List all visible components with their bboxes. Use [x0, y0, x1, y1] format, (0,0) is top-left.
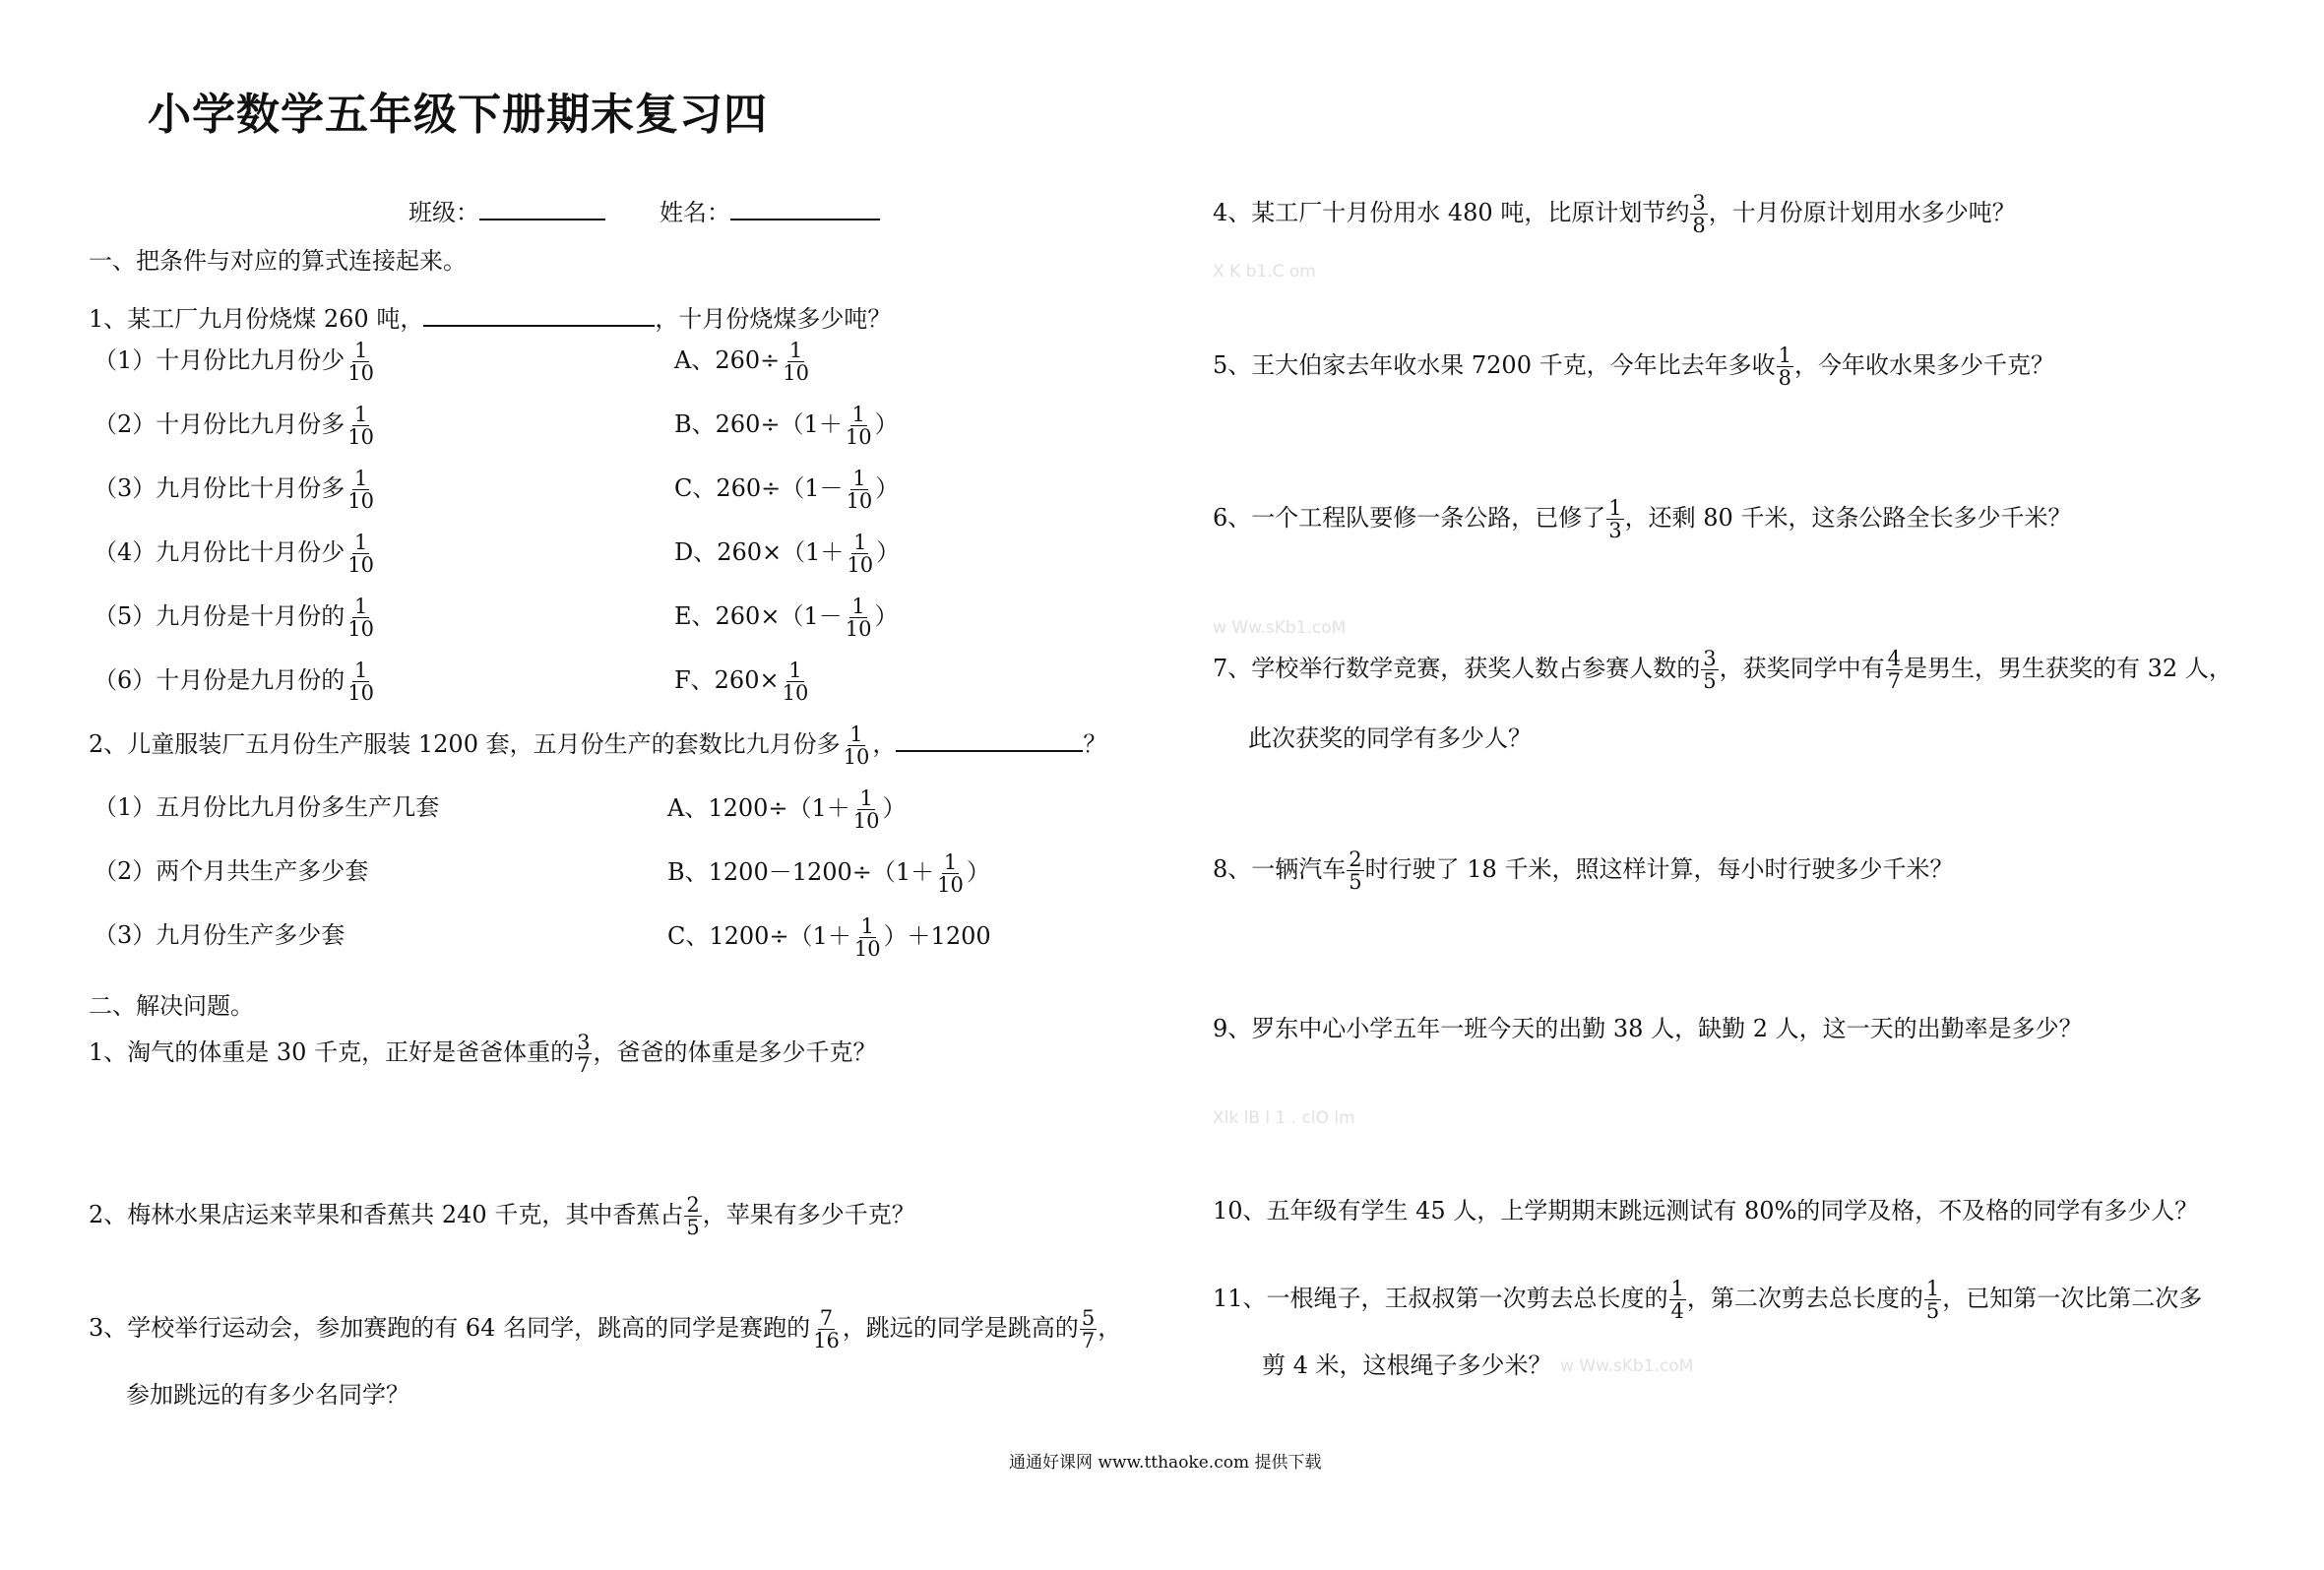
condition-text: （5）九月份是十月份的: [94, 602, 345, 631]
numerator: 1: [1925, 1277, 1940, 1300]
condition-text: （2）十月份比九月份多: [94, 410, 345, 439]
problem-3: [89, 1307, 1121, 1351]
fraction: [345, 404, 376, 448]
numerator: 3: [577, 1031, 591, 1054]
denominator: 10: [782, 681, 809, 706]
q1-condition: [94, 468, 377, 512]
formula-text: B、260÷（1＋: [674, 410, 843, 439]
q2-comma: ，: [872, 730, 897, 759]
name-field: [660, 197, 880, 224]
problem-6: [1213, 497, 2071, 541]
denominator: 10: [347, 553, 375, 578]
fraction: [844, 404, 874, 448]
denominator: 10: [347, 617, 375, 642]
numerator: 1: [788, 339, 803, 362]
denominator: 10: [845, 617, 872, 642]
problem-4: [1213, 192, 2016, 236]
q2-formula: [667, 915, 991, 960]
fraction: [852, 915, 883, 960]
q1-stem: [89, 303, 891, 331]
fraction: [1886, 648, 1903, 692]
problem-text: 7、学校举行数学竞赛，获奖人数占参赛人数的: [1213, 655, 1701, 683]
numerator: 1: [1670, 1277, 1684, 1300]
denominator: 10: [843, 745, 870, 770]
numerator: 1: [860, 914, 874, 938]
q1-formula: [674, 659, 811, 704]
watermark: w Ww.sKb1.coM: [1560, 1356, 1694, 1376]
q1-formula: [674, 340, 812, 384]
watermark: X K b1.C om: [1213, 262, 1316, 282]
numerator: 7: [819, 1306, 834, 1330]
fraction: [1606, 497, 1623, 541]
numerator: 3: [1692, 191, 1706, 215]
formula-tail: ）: [875, 474, 900, 503]
q1-formula: [674, 532, 900, 576]
problem-2: [89, 1194, 915, 1238]
denominator: 10: [853, 937, 881, 962]
denominator: 10: [847, 553, 874, 578]
problem-11: [1213, 1278, 2202, 1322]
q1-formula: [674, 404, 899, 448]
q2-blank[interactable]: [896, 728, 1083, 752]
problem-text: 1、淘气的体重是 30 千克，正好是爸爸体重的: [89, 1038, 575, 1067]
numerator: 1: [943, 850, 958, 874]
q2-formula: [667, 787, 907, 832]
problem-text: ，第二次剪去总长度的: [1686, 1285, 1923, 1313]
numerator: 2: [686, 1193, 700, 1217]
q1-condition: [94, 532, 377, 576]
formula-text: F、260×: [674, 666, 780, 695]
problem-9: 9、罗东中心小学五年一班今天的出勤 38 人，缺勤 2 人，这一天的出勤率是多少？: [1213, 1015, 2083, 1042]
fraction: [845, 468, 875, 512]
fraction: [851, 787, 882, 832]
fraction: [844, 596, 874, 640]
formula-tail: ）: [882, 794, 907, 823]
fraction: [575, 1032, 592, 1076]
numerator: 1: [788, 659, 802, 682]
q1-suffix: ，十月份烧煤多少吨？: [655, 305, 892, 333]
problem-1: [89, 1032, 876, 1076]
denominator: 10: [846, 489, 873, 514]
page-footer: 通通好课网 www.tthaoke.com 提供下载: [1009, 1453, 1322, 1473]
denominator: 10: [845, 425, 872, 450]
formula-tail: ）: [874, 602, 899, 631]
denominator: 3: [1608, 519, 1622, 543]
problem-text: 11、一根绳子，王叔叔第一次剪去总长度的: [1213, 1285, 1668, 1313]
fraction: [781, 659, 811, 704]
denominator: 10: [852, 809, 880, 834]
section2-heading: 二、解决问题。: [89, 992, 254, 1020]
formula-tail: ）: [874, 410, 899, 439]
q2-condition: （1）五月份比九月份多生产几套: [94, 793, 440, 821]
problem-text: ，今年收水果多少千克？: [1793, 351, 2054, 380]
numerator: 1: [353, 467, 368, 490]
denominator: 10: [783, 361, 809, 386]
q2-formula: [667, 851, 990, 896]
formula-tail: ）: [876, 538, 901, 567]
q2-suffix: ？: [1083, 730, 1107, 759]
denominator: 5: [1703, 669, 1717, 694]
formula-text: D、260×（1＋: [674, 538, 845, 567]
fraction: [842, 723, 872, 768]
numerator: 1: [853, 531, 867, 554]
problem-7: [1213, 648, 2232, 692]
q1-prefix: 1、某工厂九月份烧煤 260 吨，: [89, 305, 424, 333]
problem-text: 5、王大伯家去年收水果 7200 千克，今年比去年多收: [1213, 351, 1776, 380]
problem-text: ，: [1098, 1314, 1122, 1343]
problem-11-line2: 剪 4 米，这根绳子多少米？: [1262, 1351, 1552, 1379]
problem-text: ，十月份原计划用水多少吨？: [1708, 199, 2016, 227]
numerator: 4: [1887, 647, 1902, 670]
fraction: [1669, 1278, 1686, 1322]
problem-text: ，爸爸的体重是多少千克？: [593, 1038, 877, 1067]
name-label: 姓名：: [660, 199, 730, 226]
denominator: 5: [1349, 870, 1362, 895]
denominator: 10: [937, 873, 964, 898]
formula-text: B、1200－1200÷（1＋: [667, 858, 935, 887]
q1-blank[interactable]: [423, 303, 655, 327]
problem-7-line2: 此次获奖的同学有多少人？: [1248, 724, 1532, 752]
numerator: 1: [353, 595, 368, 618]
condition-text: （4）九月份比十月份少: [94, 538, 345, 567]
name-blank[interactable]: [730, 197, 880, 220]
class-field: [408, 197, 605, 224]
fraction: [345, 532, 376, 576]
formula-text: A、1200÷（1＋: [667, 794, 850, 823]
problem-text: ，获奖同学中有: [1719, 655, 1885, 683]
problem-text: 2、梅林水果店运来苹果和香蕉共 240 千克，其中香蕉占: [89, 1201, 684, 1229]
denominator: 5: [686, 1216, 700, 1240]
denominator: 8: [1778, 366, 1791, 391]
numerator: 1: [1608, 496, 1622, 520]
denominator: 7: [1081, 1329, 1096, 1353]
section1-heading: 一、把条件与对应的算式连接起来。: [89, 247, 467, 275]
numerator: 1: [852, 467, 866, 490]
problem-text: 是男生，男生获奖的有 32 人，: [1904, 655, 2232, 683]
problem-text: 6、一个工程队要修一条公路，已修了: [1213, 504, 1606, 533]
fraction: [1701, 648, 1718, 692]
problem-10: 10、五年级有学生 45 人，上学期期末跳远测试有 80%的同学及格，不及格的同学有多少人？: [1213, 1197, 2199, 1225]
condition-text: （1）十月份比九月份少: [94, 346, 345, 375]
numerator: 1: [1778, 344, 1791, 367]
numerator: 1: [353, 403, 368, 426]
problem-text: ，苹果有多少千克？: [702, 1201, 915, 1229]
numerator: 1: [353, 339, 368, 362]
fraction: [345, 659, 376, 704]
problem-8: [1213, 848, 1953, 893]
watermark: w Ww.sKb1.coM: [1213, 618, 1347, 638]
fraction: [345, 596, 376, 640]
q1-condition: [94, 340, 377, 384]
numerator: 1: [851, 595, 865, 618]
problem-text: 3、学校举行运动会，参加赛跑的有 64 名同学，跳高的同学是赛跑的: [89, 1314, 811, 1343]
numerator: 1: [849, 722, 863, 746]
condition-text: （6）十月份是九月份的: [94, 666, 345, 695]
formula-text: C、1200÷（1＋: [667, 922, 851, 951]
formula-text: E、260×（1－: [674, 602, 843, 631]
formula-text: C、260÷（1－: [674, 474, 844, 503]
numerator: 1: [353, 531, 368, 554]
fraction: [684, 1194, 701, 1238]
numerator: 1: [859, 786, 873, 810]
fraction: [1924, 1278, 1941, 1322]
fraction: [811, 1307, 842, 1351]
denominator: 7: [1887, 669, 1902, 694]
problem-text: ，还剩 80 千米，这条公路全长多少千米？: [1624, 504, 2072, 533]
fraction: [1080, 1307, 1097, 1351]
problem-text: 8、一辆汽车: [1213, 855, 1347, 884]
fraction: [781, 340, 811, 384]
denominator: 10: [347, 489, 375, 514]
q2-stem: [89, 723, 1106, 768]
fraction: [1347, 848, 1363, 893]
q1-formula: [674, 596, 898, 640]
denominator: 10: [347, 361, 375, 386]
numerator: 2: [1349, 848, 1362, 871]
problem-3-line2: 参加跳远的有多少名同学？: [126, 1381, 409, 1409]
page-title: 小学数学五年级下册期末复习四: [148, 90, 768, 140]
denominator: 10: [347, 425, 375, 450]
formula-tail: ）＋1200: [883, 922, 991, 951]
q2-prefix: 2、儿童服装厂五月份生产服装 1200 套，五月份生产的套数比九月份多: [89, 730, 841, 759]
denominator: 4: [1670, 1299, 1684, 1324]
q1-condition: [94, 404, 377, 448]
problem-5: [1213, 345, 2054, 389]
denominator: 8: [1692, 214, 1706, 238]
q1-condition: [94, 659, 377, 704]
q2-condition: （3）九月份生产多少套: [94, 921, 345, 949]
condition-text: （3）九月份比十月份多: [94, 474, 345, 503]
fraction: [1777, 345, 1793, 389]
fraction: [1690, 192, 1707, 236]
q2-condition: （2）两个月共生产多少套: [94, 857, 369, 885]
fraction: [345, 340, 376, 384]
denominator: 16: [813, 1329, 840, 1353]
problem-text: ，跳远的同学是跳高的: [842, 1314, 1079, 1343]
numerator: 1: [851, 403, 865, 426]
formula-text: A、260÷: [674, 346, 781, 375]
problem-text: 4、某工厂十月份用水 480 吨，比原计划节约: [1213, 199, 1690, 227]
numerator: 5: [1081, 1306, 1096, 1330]
class-blank[interactable]: [479, 197, 605, 220]
watermark: Xlk lB l 1 . clO lm: [1213, 1108, 1355, 1128]
denominator: 5: [1925, 1299, 1940, 1324]
problem-text: 时行驶了 18 千米，照这样计算，每小时行驶多少千米？: [1364, 855, 1954, 884]
class-label: 班级：: [408, 199, 479, 226]
q1-formula: [674, 468, 899, 512]
numerator: 1: [353, 659, 368, 682]
q1-condition: [94, 596, 377, 640]
formula-tail: ）: [966, 858, 990, 887]
fraction: [845, 532, 875, 576]
problem-text: ，已知第一次比第二次多: [1942, 1285, 2203, 1313]
fraction: [935, 851, 966, 896]
fraction: [345, 468, 376, 512]
denominator: 10: [347, 681, 375, 706]
numerator: 3: [1703, 647, 1717, 670]
denominator: 7: [577, 1053, 591, 1078]
